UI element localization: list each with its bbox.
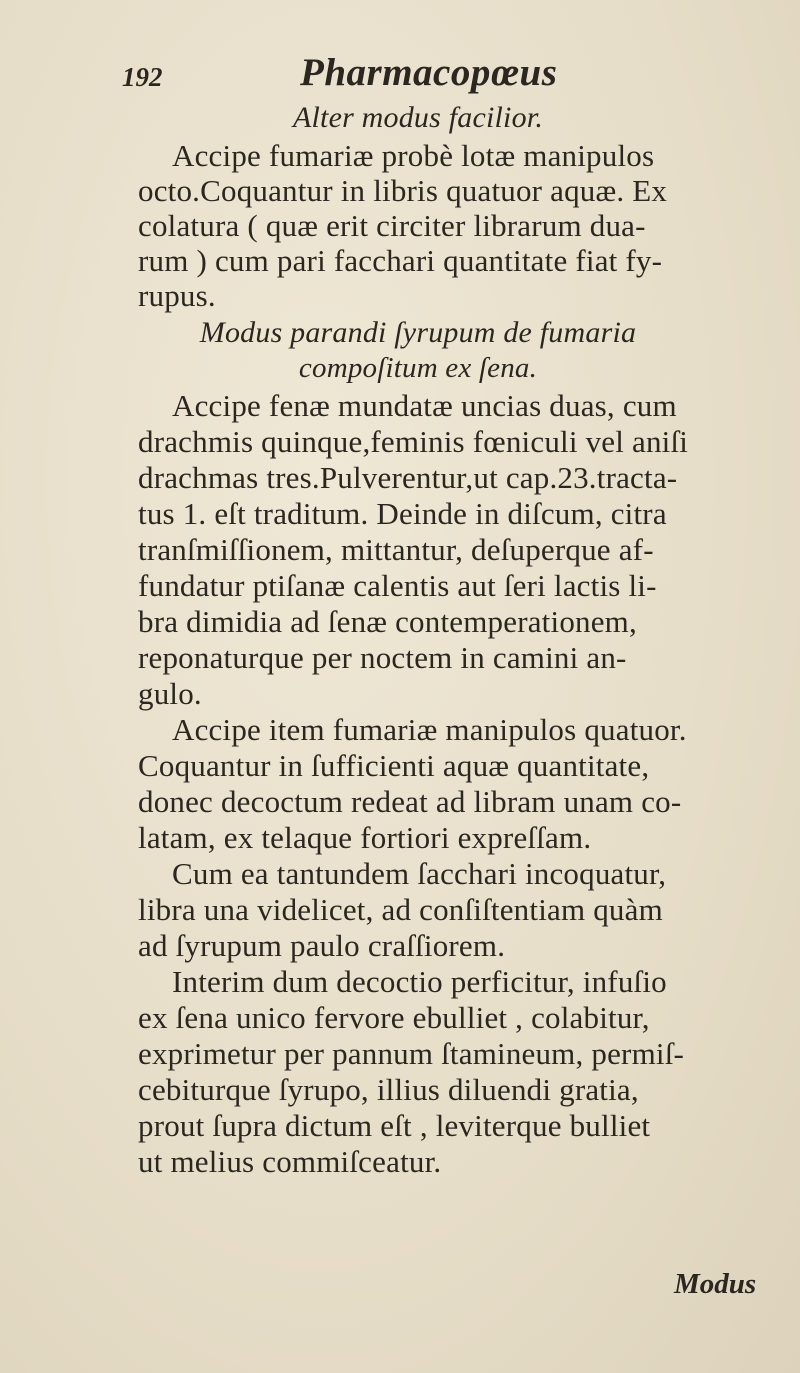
text-line: reponaturque per noctem in camini an- <box>138 640 627 675</box>
text-line: tus 1. eſt traditum. Deinde in diſcum, citra <box>138 496 667 531</box>
text-line: Cum ea tantundem ſacchari incoquatur, <box>172 856 667 891</box>
section-heading: Alter modus facilior. <box>292 101 544 134</box>
text-line: donec decoctum redeat ad libram unam co- <box>138 784 682 819</box>
text-line: ut melius commiſceatur. <box>138 1144 442 1179</box>
text-line: rupus. <box>138 278 216 313</box>
text-line: octo.Coquantur in libris quatuor aquæ. Ex <box>138 173 668 208</box>
text-line: cebiturque ſyrupo, illius diluendi gratia, <box>138 1072 639 1107</box>
text-line: Interim dum decoctio perficitur, infuſio <box>172 964 667 999</box>
section-heading-continued: compoſitum ex ſena. <box>298 352 538 384</box>
text-line: ad ſyrupum paulo craſſiorem. <box>138 928 506 963</box>
text-line: drachmis quinque,feminis fœniculi vel aniſi <box>138 424 689 459</box>
text-line: Coquantur in ſufficienti aquæ quantitate, <box>138 748 650 783</box>
text-line: latam, ex telaque fortiori expreſſam. <box>138 820 592 855</box>
catchword: Modus <box>674 1268 757 1300</box>
text-line: exprimetur per pannum ſtamineum, permiſ- <box>138 1036 685 1071</box>
text-line: Accipe fumariæ probè lotæ manipulos <box>172 138 655 173</box>
text-line: bra dimidia ad ſenæ contemperationem, <box>138 604 637 639</box>
text-line: drachmas tres.Pulverentur,ut cap.23.tracta- <box>138 460 678 495</box>
text-line: Accipe fenæ mundatæ uncias duas, cum <box>172 388 677 423</box>
text-line: gulo. <box>138 676 202 711</box>
section-heading: Modus parandi ſyrupum de fumaria <box>199 316 637 349</box>
running-title: Pharmacopœus <box>300 51 558 94</box>
text-line: prout ſupra dictum eſt , leviterque bulliet <box>138 1108 651 1143</box>
text-line: colatura ( quæ erit circiter librarum dua- <box>138 208 646 243</box>
text-line: Accipe item fumariæ manipulos quatuor. <box>172 712 687 747</box>
text-line: fundatur ptiſanæ calentis aut ſeri lactis li- <box>138 568 657 603</box>
text-line: libra una videlicet, ad conſiſtentiam quàm <box>138 892 663 927</box>
page-number: 192 <box>122 62 163 92</box>
text-line: rum ) cum pari facchari quantitate fiat fy- <box>138 243 663 278</box>
text-line: tranſmiſſionem, mittantur, deſuperque af- <box>138 532 654 567</box>
text-line: ex ſena unico fervore ebulliet , colabitur, <box>138 1000 650 1035</box>
